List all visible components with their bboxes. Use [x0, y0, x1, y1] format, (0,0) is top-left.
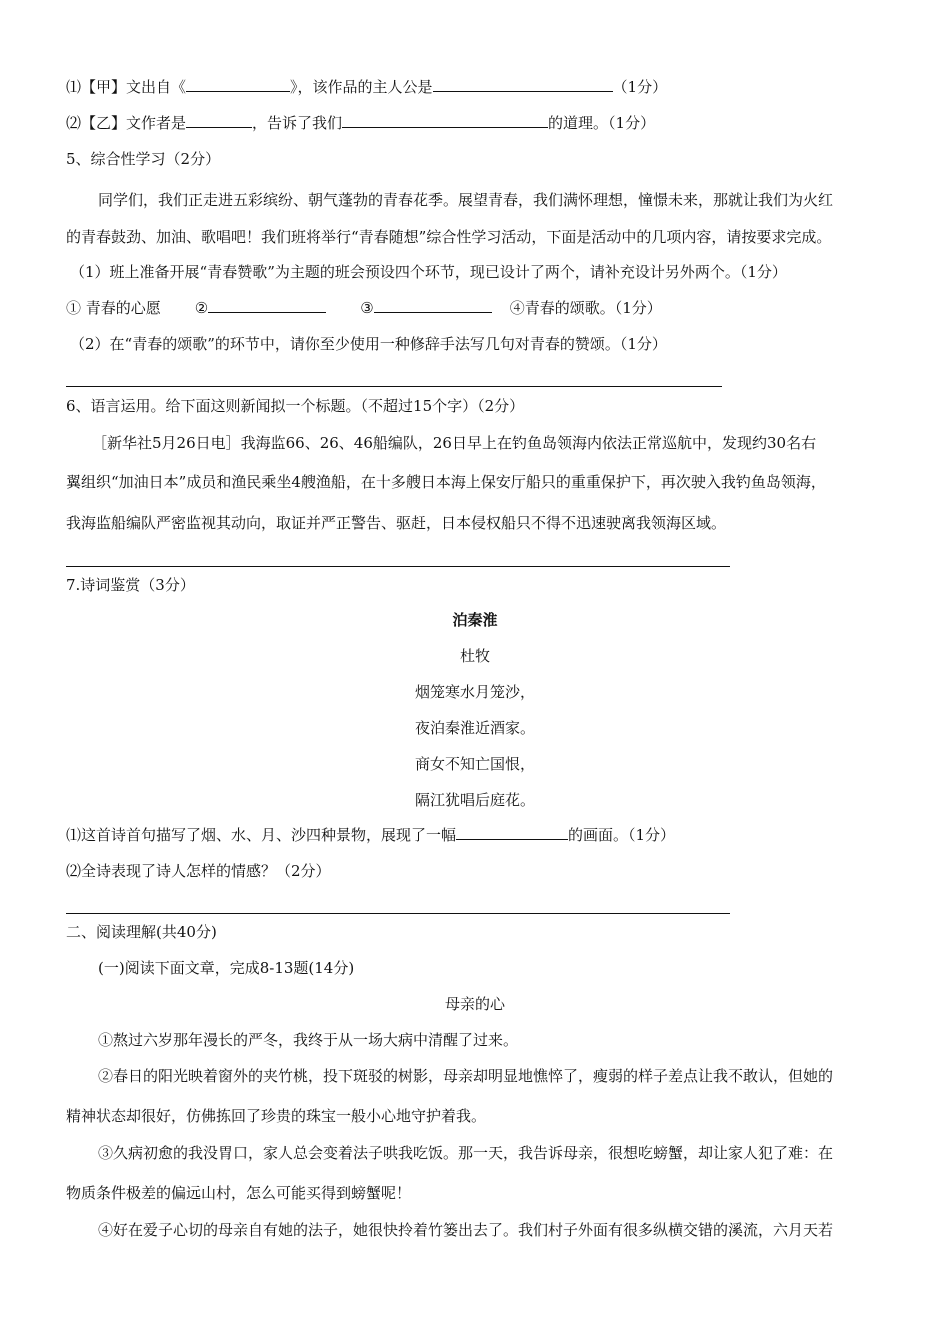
q6-title: 6、语言运用。给下面这则新闻拟一个标题。（不超过15个字）（2分）	[66, 397, 525, 415]
q4-part2: ⑵【乙】文作者是 ，告诉了我们 的道理。（1分）	[66, 114, 656, 132]
q6-news-line1: ［新华社5月26日电］我海监66、26、46船编队，26日早上在钓鱼岛领海内依法正常巡航中，发现约30名右	[92, 434, 817, 452]
article-para3-line2: 物质条件极差的偏远山村，怎么可能买得到螃蟹呢！	[66, 1184, 412, 1202]
blank-segment-3[interactable]	[374, 298, 492, 313]
poem-title: 泊秦淮	[452, 611, 498, 629]
blank-scene[interactable]	[456, 825, 568, 840]
article-para4-line1: ④好在爱子心切的母亲自有她的法子，她很快拎着竹篓出去了。我们村子外面有很多纵横交错的溪流，六月天若	[98, 1221, 834, 1239]
poem-line: 隔江犹唱后庭花。	[414, 791, 535, 809]
article-para1: ①熬过六岁那年漫长的严冬，我终于从一场大病中清醒了过来。	[98, 1031, 519, 1049]
q5-sub1: （1）班上准备开展“青春赞歌”为主题的班会预设四个环节，现已设计了两个，请补充设计另外两个。（1分）	[70, 263, 787, 281]
article-para2-line2: 精神状态却很好，仿佛拣回了珍贵的珠宝一般小心地守护着我。	[66, 1107, 487, 1125]
blank-book-title[interactable]	[186, 77, 290, 92]
article-title: 母亲的心	[444, 995, 505, 1013]
blank-segment-2[interactable]	[208, 298, 326, 313]
poem-author: 杜牧	[459, 647, 490, 665]
q5-title: 5、综合性学习（2分）	[66, 150, 221, 168]
q7-question1: ⑴这首诗首句描写了烟、水、月、沙四种景物，展现了一幅 的画面。（1分）	[66, 826, 676, 844]
q5-sub2: （2）在“青春的颂歌”的环节中，请你至少使用一种修辞手法写几句对青春的赞颂。（1分）	[70, 335, 667, 353]
poem-line: 商女不知亡国恨，	[414, 755, 535, 773]
q6-news-line3: 我海监船编队严密监视其动向，取证并严正警告、驱赶，日本侵权船只不得不迅速驶离我领海区域。	[66, 514, 727, 532]
article-para3-line1: ③久病初愈的我没胃口，家人总会变着法子哄我吃饭。那一天，我告诉母亲，很想吃螃蟹，却让家人犯了难：在	[98, 1144, 834, 1162]
blank-lesson[interactable]	[342, 113, 548, 128]
q6-answer-line[interactable]	[66, 566, 730, 567]
part2-title: 二、阅读理解(共40分)	[66, 923, 217, 941]
part2-subtitle: (一)阅读下面文章，完成8-13题(14分)	[98, 959, 355, 977]
blank-protagonist[interactable]	[433, 77, 613, 92]
q6-news-line2: 翼组织“加油日本”成员和渔民乘坐4艘渔船，在十多艘日本海上保安厅船只的重重保护下，再次驶入我钓鱼岛领海，	[66, 473, 826, 491]
q7-answer-line[interactable]	[66, 913, 730, 914]
q7-title: 7.诗词鉴赏（3分）	[66, 576, 195, 594]
article-para2-line1: ②春日的阳光映着窗外的夹竹桃，投下斑驳的树影，母亲却明显地憔悴了，瘦弱的样子差点让我不敢认，但她的	[98, 1067, 834, 1085]
q5-options: ① 青春的心愿 ② ③ ④青春的颂歌。（1分）	[66, 299, 662, 317]
poem-line: 夜泊秦淮近酒家。	[414, 719, 535, 737]
q5-intro-line1: 同学们，我们正走进五彩缤纷、朝气蓬勃的青春花季。展望青春，我们满怀理想，憧憬未来，那就让我们为火红	[98, 191, 834, 209]
q7-question2: ⑵全诗表现了诗人怎样的情感？（2分）	[66, 862, 331, 880]
blank-author[interactable]	[186, 113, 252, 128]
q5-answer-line[interactable]	[66, 386, 722, 387]
q4-part1: ⑴【甲】文出自《 》，该作品的主人公是 （1分）	[66, 78, 668, 96]
poem-line: 烟笼寒水月笼沙，	[414, 683, 535, 701]
q5-intro-line2: 的青春鼓劲、加油、歌唱吧！我们班将举行“青春随想”综合性学习活动，下面是活动中的几项内容，请按要求完成。	[66, 228, 832, 246]
